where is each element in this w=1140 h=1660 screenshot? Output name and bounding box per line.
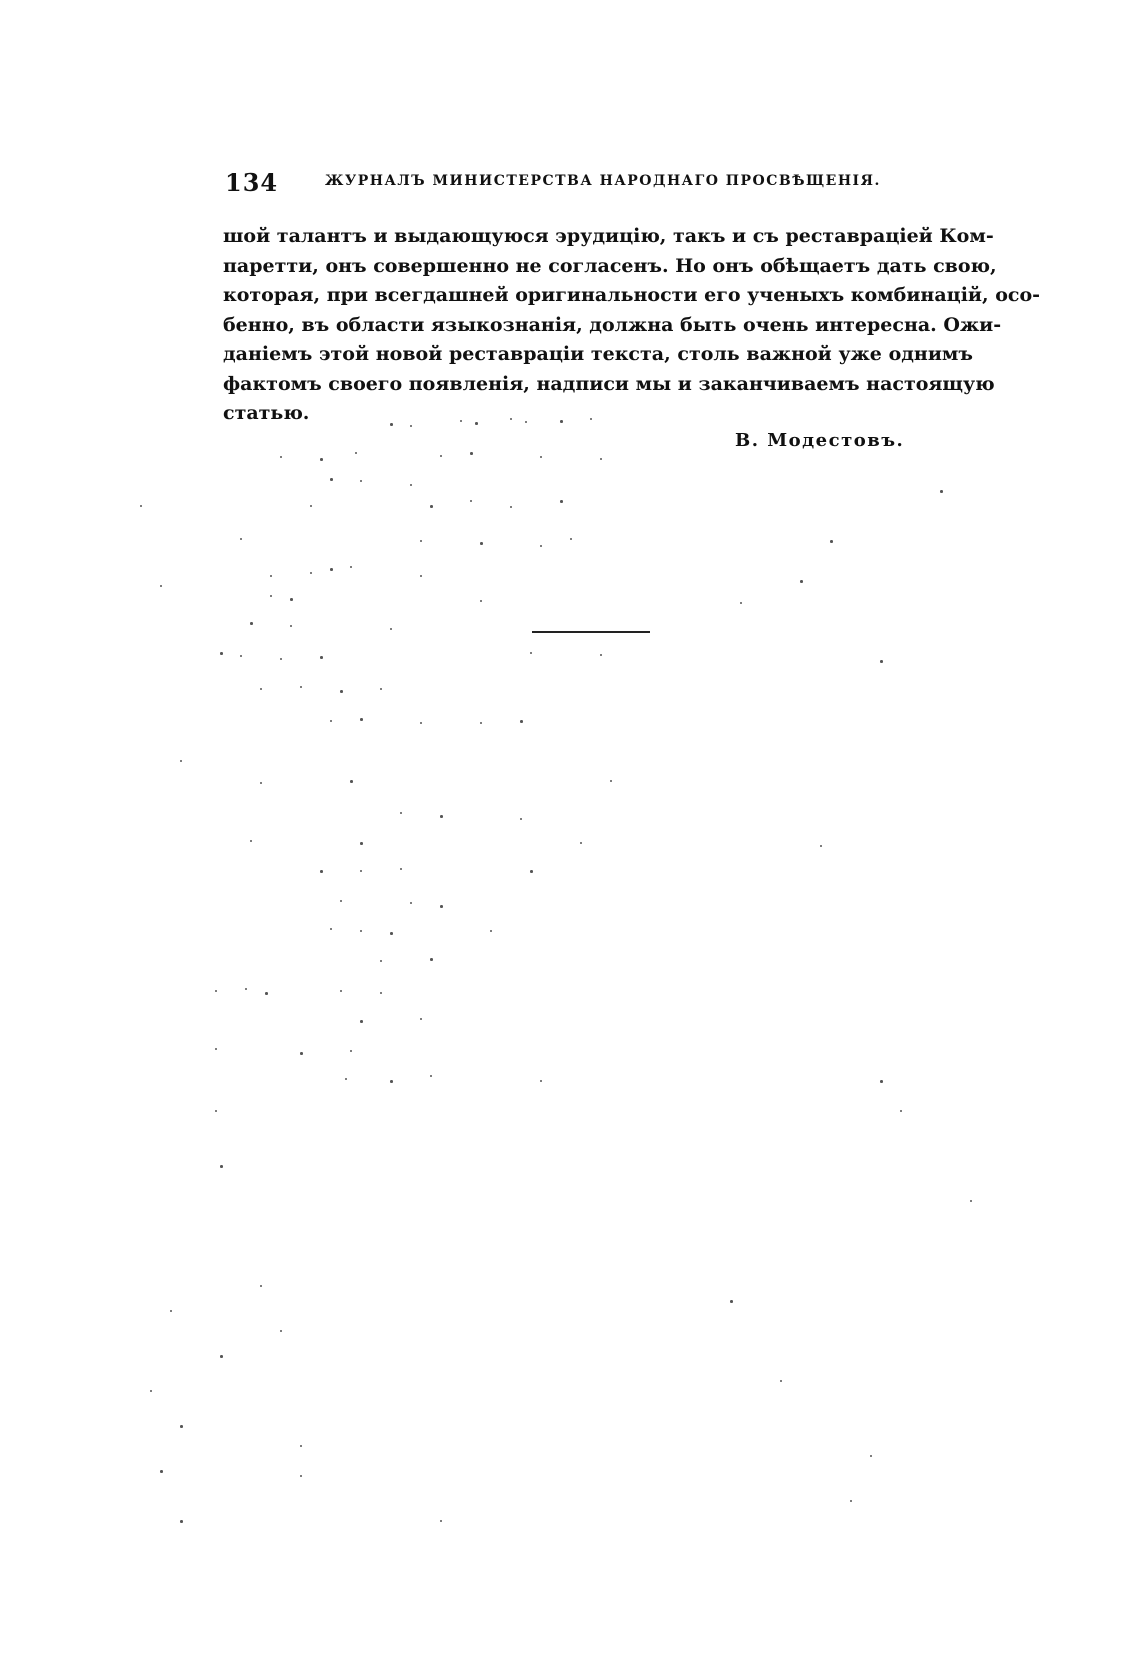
scan-speck (350, 566, 352, 568)
scan-speck (280, 456, 282, 458)
scan-speck (160, 1470, 163, 1473)
scan-speck (345, 1078, 347, 1080)
end-rule (532, 631, 650, 633)
scan-speck (490, 930, 492, 932)
scan-speck (830, 540, 833, 543)
scan-speck (970, 1200, 972, 1202)
scan-speck (600, 458, 602, 460)
scan-speck (530, 870, 533, 873)
scan-speck (170, 1310, 172, 1312)
scan-speck (470, 452, 473, 455)
scan-speck (260, 782, 262, 784)
scan-speck (140, 505, 142, 507)
scan-speck (340, 990, 342, 992)
scan-speck (730, 1300, 733, 1303)
scan-speck (820, 845, 822, 847)
scan-speck (600, 654, 602, 656)
scan-speck (610, 780, 612, 782)
scan-speck (540, 1080, 542, 1082)
scan-speck (780, 1380, 782, 1382)
scan-speck (740, 602, 742, 604)
scan-speck (245, 988, 247, 990)
scan-speck (540, 456, 542, 458)
scan-speck (215, 1110, 217, 1112)
scan-speck (420, 575, 422, 577)
scan-speck (410, 484, 412, 486)
scan-speck (180, 760, 182, 762)
scan-speck (310, 505, 312, 507)
scan-speck (300, 1445, 302, 1447)
scan-speck (215, 990, 217, 992)
page-number: 134 (225, 168, 279, 197)
scan-speck (560, 420, 563, 423)
scan-speck (800, 580, 803, 583)
scan-speck (320, 656, 323, 659)
scan-speck (180, 1520, 183, 1523)
scan-speck (440, 455, 442, 457)
scan-speck (240, 538, 242, 540)
scan-speck (570, 538, 572, 540)
text-line: шой талантъ и выдающуюся эрудицію, такъ и съ реставраціей Ком- (223, 225, 994, 247)
scan-speck (510, 418, 512, 420)
scan-speck (510, 506, 512, 508)
scan-speck (350, 780, 353, 783)
scan-speck (940, 490, 943, 493)
scan-speck (850, 1500, 852, 1502)
scan-speck (400, 812, 402, 814)
scan-speck (400, 868, 402, 870)
scan-speck (590, 418, 592, 420)
scan-speck (300, 686, 302, 688)
scan-speck (520, 818, 522, 820)
scan-speck (560, 500, 563, 503)
running-title: ЖУРНАЛЪ МИНИСТЕРСТВА НАРОДНАГО ПРОСВѢЩЕНІЯ. (325, 173, 881, 189)
text-line: бенно, въ области языкознанія, должна быть очень интересна. Ожи- (223, 313, 1002, 336)
page-header (225, 168, 885, 198)
scan-speck (330, 720, 332, 722)
text-line: фактомъ своего появленія, надписи мы и заканчиваемъ настоящую (223, 372, 995, 395)
scan-speck (530, 652, 532, 654)
scan-speck (300, 1052, 303, 1055)
scan-speck (320, 458, 323, 461)
scan-speck (360, 842, 363, 845)
scan-speck (900, 1110, 902, 1112)
scan-speck (330, 568, 333, 571)
scan-speck (220, 1355, 223, 1358)
scan-speck (430, 505, 433, 508)
scan-speck (390, 423, 393, 426)
scan-speck (440, 905, 443, 908)
text-line: которая, при всегдашней оригинальности его ученыхъ комбинацій, осо- (223, 284, 1041, 306)
scan-speck (480, 600, 482, 602)
scan-speck (360, 480, 362, 482)
scan-speck (265, 992, 268, 995)
body-text (223, 222, 1041, 429)
scan-speck (380, 688, 382, 690)
scan-speck (280, 658, 282, 660)
scan-speck (870, 1455, 872, 1457)
scan-speck (280, 1330, 282, 1332)
scan-speck (330, 928, 332, 930)
scan-speck (290, 598, 293, 601)
scan-speck (220, 1165, 223, 1168)
scan-speck (420, 540, 422, 542)
scan-speck (330, 478, 333, 481)
scan-speck (260, 688, 262, 690)
scan-speck (430, 1075, 432, 1077)
scan-speck (320, 870, 323, 873)
scan-speck (880, 660, 883, 663)
scan-speck (270, 575, 272, 577)
scan-speck (475, 422, 478, 425)
scan-speck (420, 722, 422, 724)
scan-speck (160, 585, 162, 587)
scan-speck (525, 421, 527, 423)
scan-speck (440, 815, 443, 818)
scan-speck (355, 452, 357, 454)
scan-speck (360, 1020, 363, 1023)
scan-speck (580, 842, 582, 844)
scan-speck (420, 1018, 422, 1020)
scan-speck (240, 655, 242, 657)
scan-speck (460, 420, 462, 422)
scan-speck (350, 1050, 352, 1052)
scan-speck (390, 932, 393, 935)
scan-speck (300, 1475, 302, 1477)
scan-speck (250, 622, 253, 625)
scan-speck (250, 840, 252, 842)
scan-speck (150, 1390, 152, 1392)
scan-speck (520, 720, 523, 723)
text-line: статью. (223, 402, 310, 424)
scan-speck (215, 1048, 217, 1050)
text-line: даніемъ этой новой реставраціи текста, столь важной уже однимъ (223, 343, 973, 365)
scan-speck (260, 1285, 262, 1287)
scan-speck (360, 930, 362, 932)
scan-speck (180, 1425, 183, 1428)
scan-speck (390, 628, 392, 630)
scan-speck (290, 625, 292, 627)
scan-speck (360, 718, 363, 721)
scan-speck (470, 500, 472, 502)
scan-speck (220, 652, 223, 655)
scan-speck (340, 690, 343, 693)
scan-speck (380, 992, 382, 994)
scan-speck (340, 900, 342, 902)
scan-speck (480, 542, 483, 545)
scan-speck (360, 870, 362, 872)
scan-speck (540, 545, 542, 547)
scan-speck (390, 1080, 393, 1083)
scan-speck (410, 425, 412, 427)
scan-speck (480, 722, 482, 724)
scan-speck (380, 960, 382, 962)
scan-speck (310, 572, 312, 574)
scan-speck (430, 958, 433, 961)
text-line: паретти, онъ совершенно не согласенъ. Но онъ обѣщаетъ дать свою, (223, 254, 997, 277)
scan-speck (440, 1520, 442, 1522)
author-signature: В. Модестовъ. (735, 430, 905, 451)
scan-speck (880, 1080, 883, 1083)
scan-speck (410, 902, 412, 904)
scan-speck (270, 595, 272, 597)
